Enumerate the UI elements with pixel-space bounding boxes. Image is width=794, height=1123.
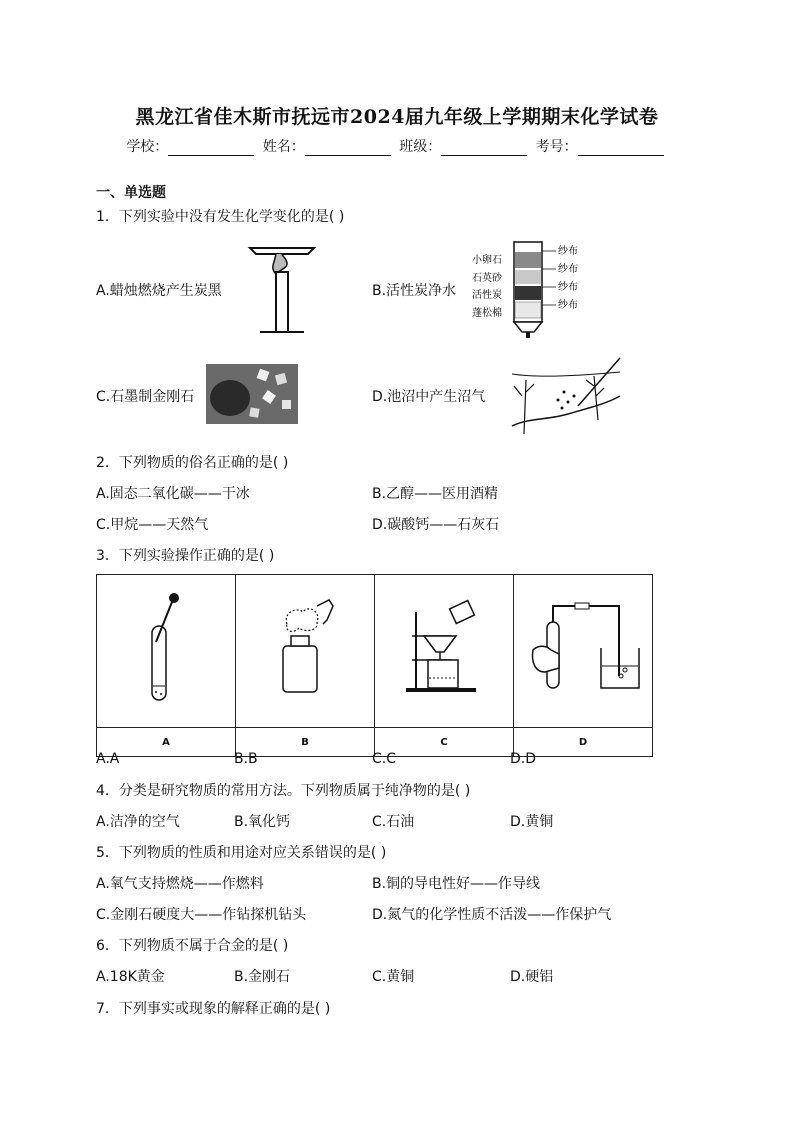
q2-option-b: B.乙醇——医用酒精 (372, 486, 499, 502)
op-cell-d (514, 575, 653, 728)
question-7-stem: 7．下列事实或现象的解释正确的是( ) (96, 1001, 331, 1017)
water-filter-figure (470, 240, 588, 340)
op-cell-b (236, 575, 375, 728)
class-label: 班级： (399, 139, 442, 155)
q2-option-d: D.碳酸钙——石灰石 (372, 517, 500, 533)
q1-option-b: B.活性炭净水 (372, 283, 457, 299)
q4-option-b: B.氧化钙 (234, 814, 291, 830)
op-label-a: A (97, 728, 236, 757)
filter-label-pebble: 小卵石 (472, 255, 502, 266)
school-label: 学校： (126, 139, 169, 155)
smell-gas-figure (237, 576, 373, 722)
name-label: 姓名： (262, 139, 305, 155)
section-heading: 一、单选题 (96, 185, 166, 201)
q5-option-a: A.氧气支持燃烧——作燃料 (96, 876, 264, 892)
filter-label-sand: 石英砂 (472, 273, 502, 284)
question-1-stem: 1．下列实验中没有发生化学变化的是( ) (96, 209, 345, 225)
op-cell-a (97, 575, 236, 728)
class-blank (441, 141, 527, 156)
marsh-gas-figure (508, 356, 624, 438)
q4-option-a: A.洁净的空气 (96, 814, 180, 830)
q1-option-d: D.池沼中产生沼气 (372, 389, 486, 405)
question-6-stem: 6．下列物质不属于合金的是( ) (96, 938, 289, 954)
q5-option-c: C.金刚石硬度大——作钻探机钻头 (96, 907, 307, 923)
op-label-c: C (375, 728, 514, 757)
q2-option-c: C.甲烷——天然气 (96, 517, 209, 533)
q6-option-b: B.金刚石 (234, 969, 291, 985)
q1-option-c: C.石墨制金刚石 (96, 389, 195, 405)
q4-option-d: D.黄铜 (510, 814, 554, 830)
name-blank (305, 141, 391, 156)
question-2-stem: 2．下列物质的俗名正确的是( ) (96, 455, 289, 471)
filter-cloth-2: 纱布 (558, 264, 578, 275)
airtight-check-figure (515, 576, 651, 722)
number-blank (578, 141, 664, 156)
q6-option-a: A.18K黄金 (96, 969, 165, 985)
q3-option-c: C.C (372, 751, 397, 767)
question-5-stem: 5．下列物质的性质和用途对应关系错误的是( ) (96, 845, 387, 861)
filter-label-cotton: 蓬松棉 (472, 308, 502, 319)
exam-title: 黑龙江省佳木斯市抚远市2024届九年级上学期期末化学试卷 (135, 106, 659, 128)
student-info-line (0, 136, 794, 156)
q6-option-d: D.硬铝 (510, 969, 554, 985)
op-cell-c (375, 575, 514, 728)
q3-option-d: D.D (510, 751, 537, 767)
q4-option-c: C.石油 (372, 814, 415, 830)
q6-option-c: C.黄铜 (372, 969, 415, 985)
question-4-stem: 4．分类是研究物质的常用方法。下列物质属于纯净物的是( ) (96, 783, 471, 799)
graphite-diamond-photo (206, 364, 298, 424)
q1-option-a: A.蜡烛燃烧产生炭黑 (96, 283, 222, 299)
filtration-figure (376, 576, 512, 722)
dropper-in-tube-figure (98, 576, 234, 722)
filter-label-carbon: 活性炭 (472, 290, 502, 301)
op-label-d: D (514, 728, 653, 757)
filter-cloth-4: 纱布 (558, 300, 578, 311)
operations-table (96, 574, 653, 757)
q5-option-d: D.氮气的化学性质不活泼——作保护气 (372, 907, 612, 923)
q5-option-b: B.铜的导电性好——作导线 (372, 876, 541, 892)
question-3-stem: 3．下列实验操作正确的是( ) (96, 548, 275, 564)
filter-cloth-3: 纱布 (558, 282, 578, 293)
number-label: 考号： (535, 139, 578, 155)
op-label-b: B (236, 728, 375, 757)
candle-soot-figure (246, 242, 318, 336)
filter-cloth-1: 纱布 (558, 246, 578, 257)
q3-option-a: A.A (96, 751, 120, 767)
school-blank (168, 141, 254, 156)
q2-option-a: A.固态二氧化碳——干冰 (96, 486, 250, 502)
q3-option-b: B.B (234, 751, 258, 767)
